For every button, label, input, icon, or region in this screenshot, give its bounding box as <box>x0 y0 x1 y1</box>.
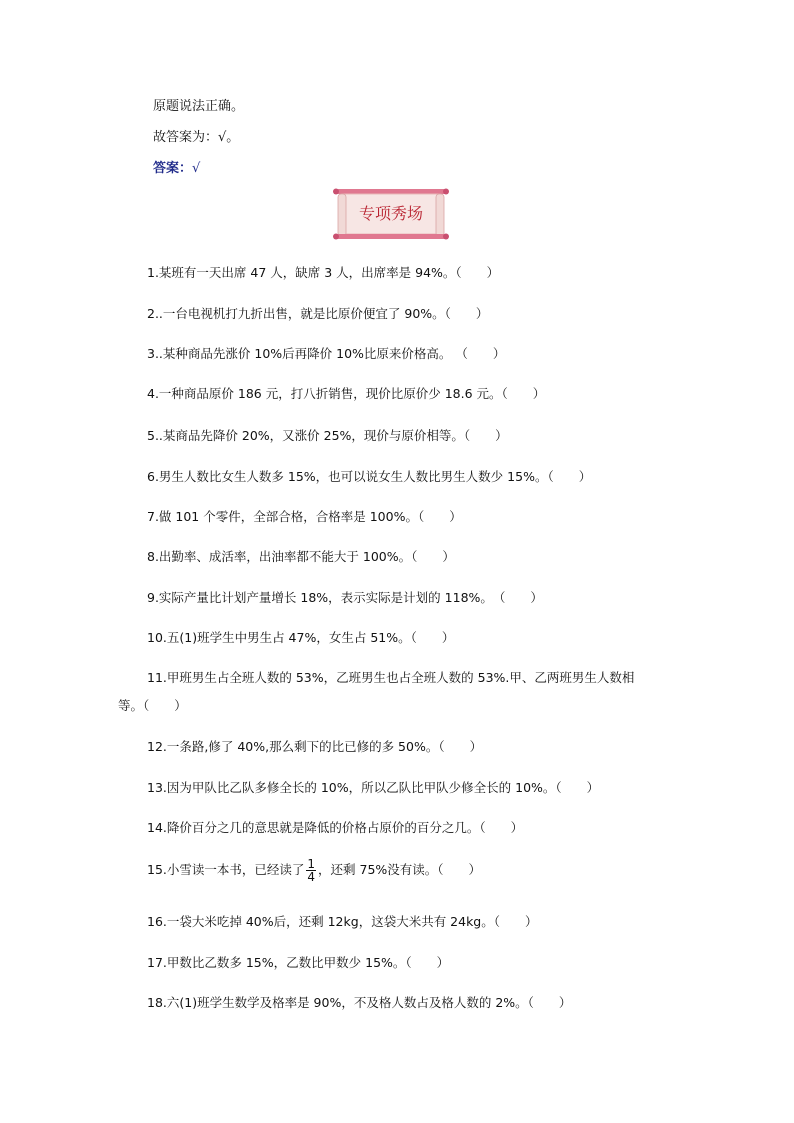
question-12: 12.一条路,修了 40%,那么剩下的比已修的多 50%。（ ） <box>147 739 483 754</box>
question-14: 14.降价百分之几的意思就是降低的价格占原价的百分之几。（ ） <box>147 820 524 835</box>
question-7: 7.做 101 个零件，全部合格，合格率是 100%。（ ） <box>147 509 462 524</box>
intro-line-1: 原题说法正确。 <box>153 99 245 114</box>
question-9: 9.实际产量比计划产量增长 18%，表示实际是计划的 118%。 （ ） <box>147 590 543 605</box>
question-18: 18.六(1)班学生数学及格率是 90%，不及格人数占及格人数的 2%。（ ） <box>147 995 572 1010</box>
question-8: 8.出勤率、成活率，出油率都不能大于 100%。（ ） <box>147 549 455 564</box>
question-5: 5..某商品先降价 20%，又涨价 25%，现价与原价相等。（ ） <box>147 428 508 443</box>
scroll-top-rod <box>336 189 446 194</box>
fraction-numerator: 1 <box>307 857 316 871</box>
question-13: 13.因为甲队比乙队多修全长的 10%，所以乙队比甲队少修全长的 10%。（ ） <box>147 780 600 795</box>
intro-line-2: 故答案为：√。 <box>153 130 240 145</box>
banner-title: 专项秀场 <box>358 204 424 223</box>
answer-check-mark: √ <box>192 161 201 176</box>
question-1: 1.某班有一天出席 47 人，缺席 3 人，出席率是 94%。（ ） <box>147 265 500 280</box>
fraction-one-quarter <box>306 858 316 883</box>
fraction-denominator: 4 <box>307 870 316 884</box>
answer-label: 答案： <box>153 161 193 176</box>
question-16: 16.一袋大米吃掉 40%后，还剩 12kg，这袋大米共有 24kg。（ ） <box>147 914 538 929</box>
question-17: 17.甲数比乙数多 15%，乙数比甲数少 15%。（ ） <box>147 955 450 970</box>
question-11: 11.甲班男生占全班人数的 53%，乙班男生也占全班人数的 53%.甲、乙两班男生人数相等。（ ） <box>118 670 635 713</box>
question-4: 4.一种商品原价 186 元，打八折销售，现价比原价少 18.6 元。（ ） <box>147 386 546 401</box>
question-10: 10.五(1)班学生中男生占 47%，女生占 51%。（ ） <box>147 630 455 645</box>
scroll-bottom-rod <box>336 234 446 239</box>
scroll-banner <box>332 186 450 242</box>
question-15 <box>147 858 481 883</box>
question-6: 6.男生人数比女生人数多 15%，也可以说女生人数比男生人数少 15%。（ ） <box>147 469 592 484</box>
question-15-prefix: 15.小雪读一本书，已经读了 <box>147 862 305 877</box>
question-15-suffix: ，还剩 75%没有读。（ ） <box>318 862 482 877</box>
question-3: 3..某种商品先涨价 10%后再降价 10%比原来价格高。 （ ） <box>147 346 506 361</box>
answer-line <box>153 161 200 177</box>
question-2: 2..一台电视机打九折出售，就是比原价便宜了 90%。（ ） <box>147 306 489 321</box>
